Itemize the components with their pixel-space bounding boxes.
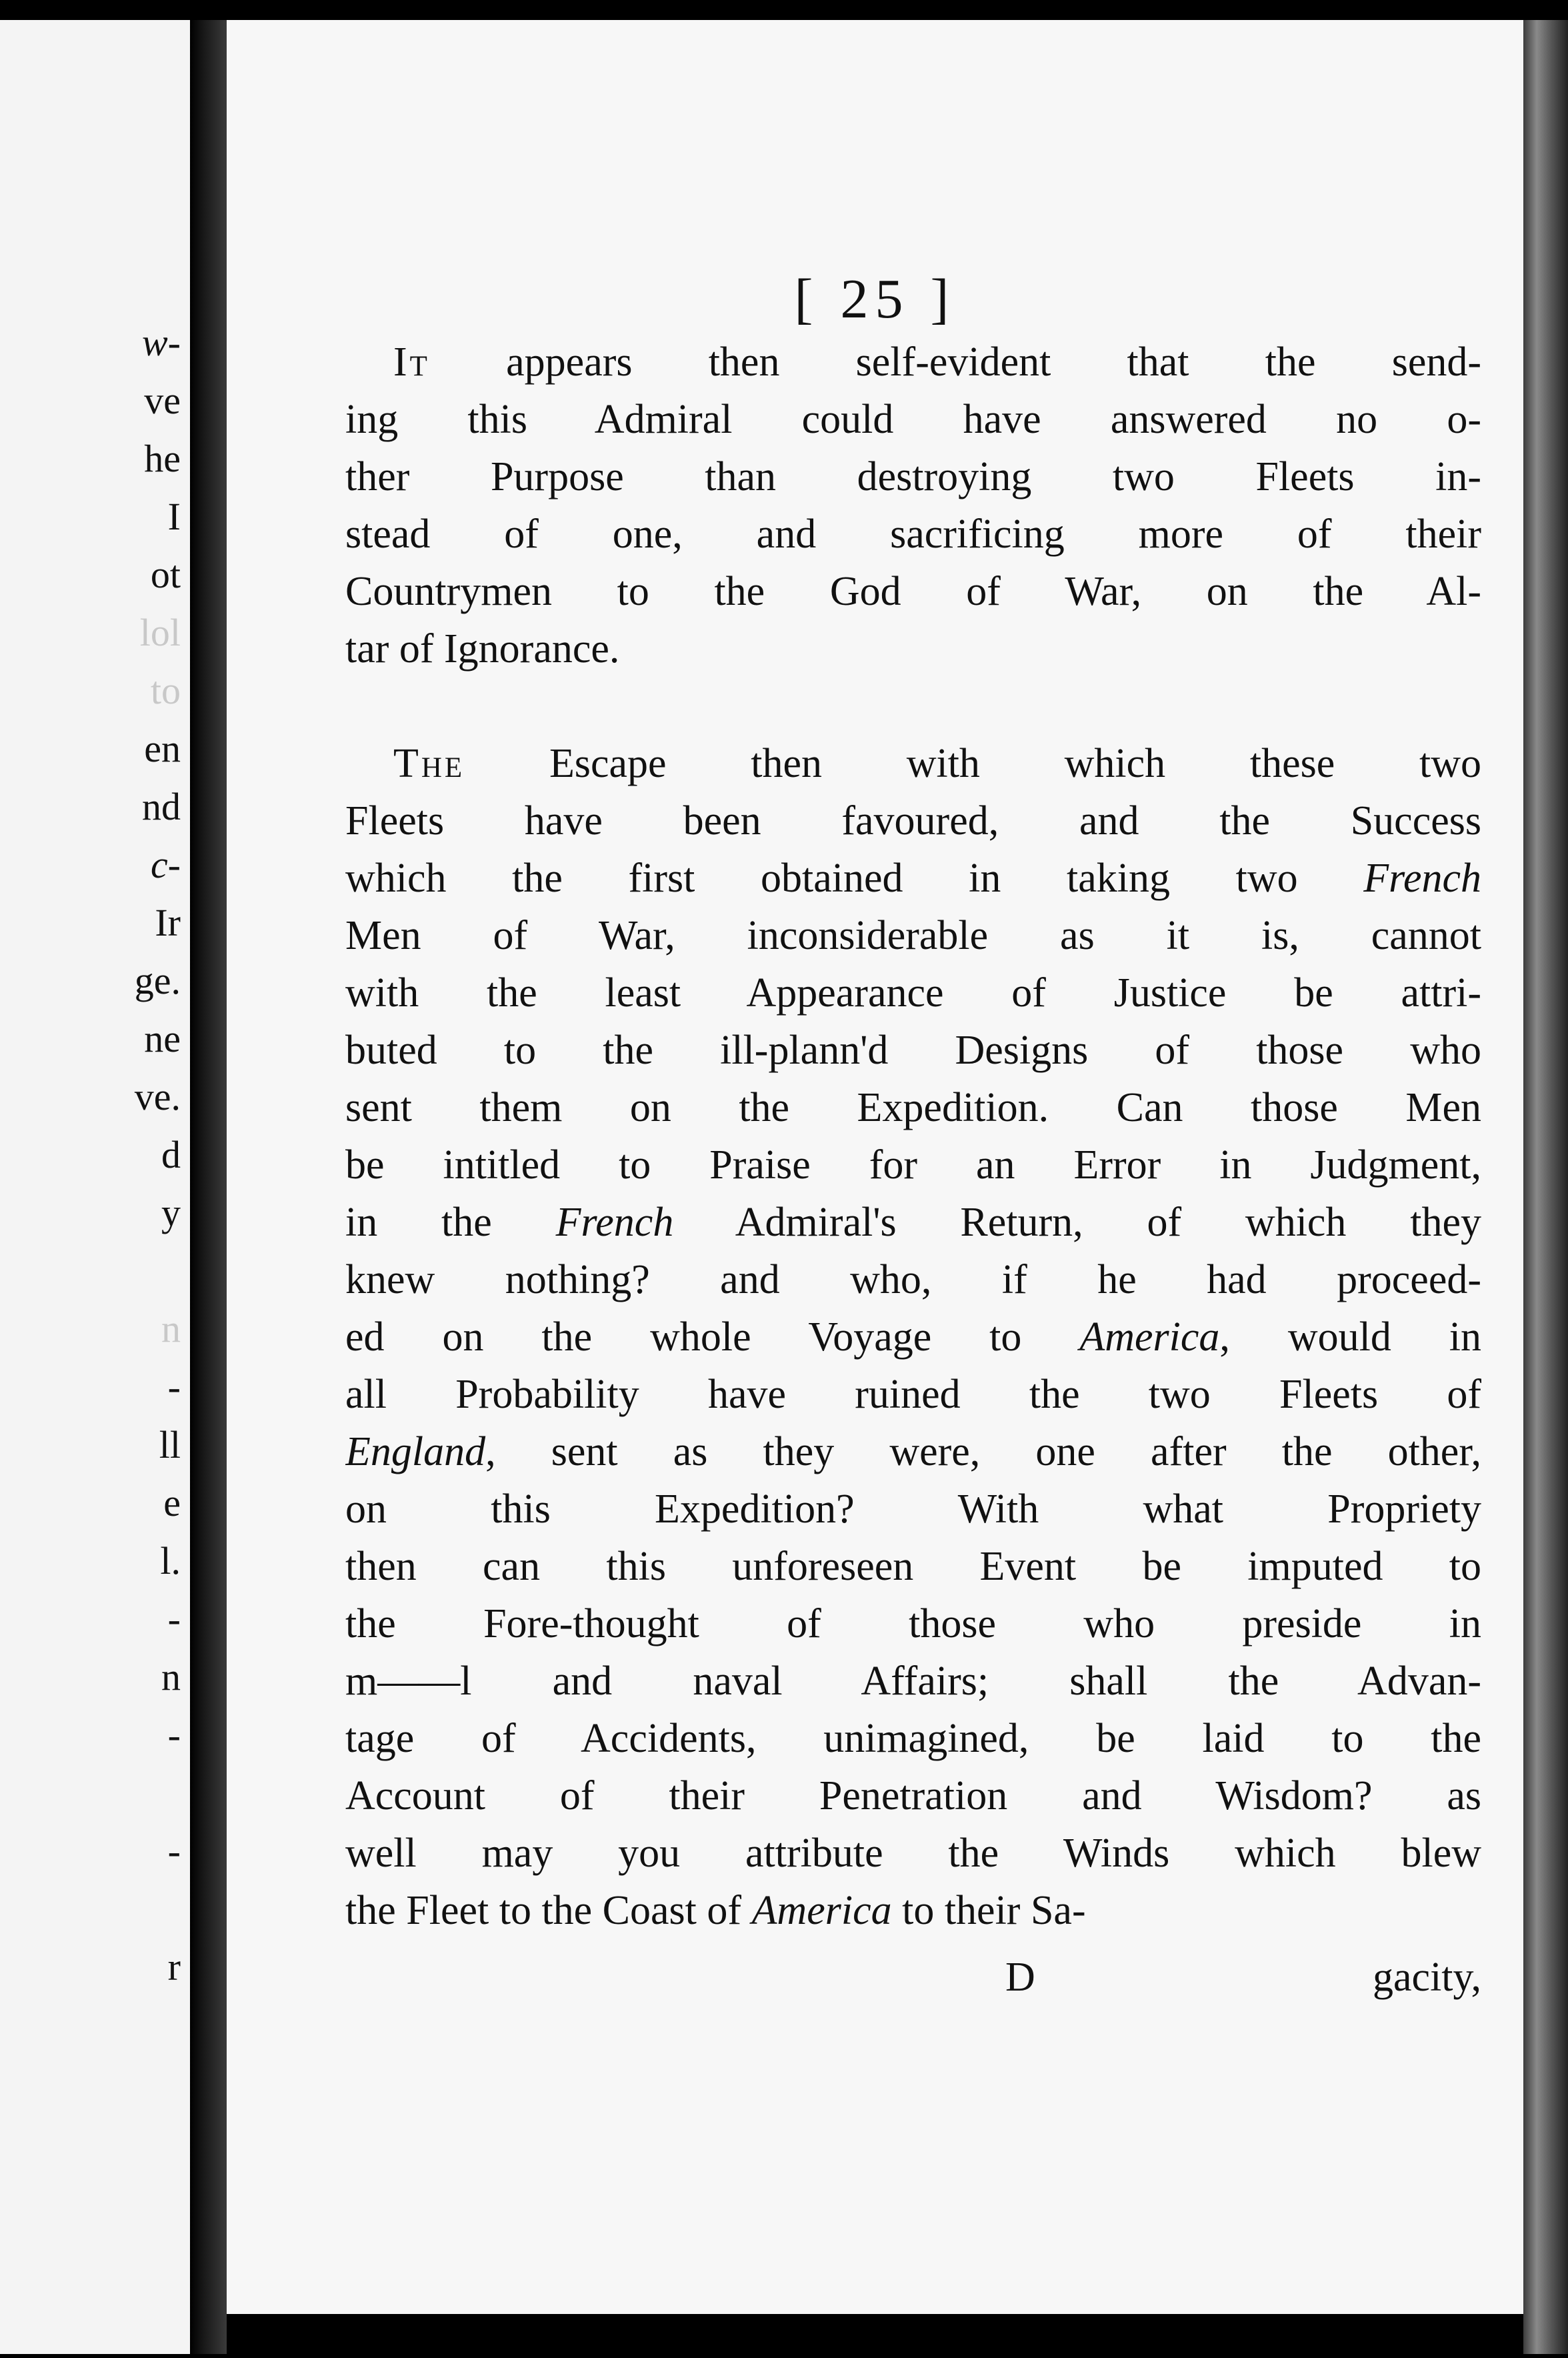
previous-page-fragment — [0, 1764, 190, 1822]
previous-page-fragment: - — [167, 1365, 181, 1408]
text-line-content: m——l and naval Affairs; shall the Advan- — [345, 1658, 1481, 1704]
previous-page-fragment: n — [161, 1655, 181, 1698]
text-line-content: on this Expedition? With what Propriety — [345, 1486, 1481, 1532]
previous-page-fragment: ve. — [134, 1075, 181, 1118]
text-line — [345, 620, 1481, 678]
text-line — [345, 907, 1481, 964]
book-gutter — [190, 20, 227, 2354]
previous-page-fragment: n — [161, 1307, 181, 1350]
text-line-content: stead of one, and sacrificing more of their — [345, 511, 1481, 557]
text-line-content: ing this Admiral could have answered no o- — [345, 397, 1481, 442]
previous-page-fragment: I — [167, 495, 181, 538]
text-line — [345, 1022, 1481, 1079]
text-line — [345, 505, 1481, 563]
previous-page-fragment: ll — [159, 1423, 181, 1466]
text-line — [345, 964, 1481, 1022]
previous-page-fragment: ot — [150, 553, 181, 596]
text-line-content: with the least Appearance of Justice be attri- — [345, 970, 1481, 1016]
previous-page-fragment: w- — [142, 321, 181, 364]
previous-page-fragment: Ir — [155, 901, 181, 944]
text-line-content: the Fore-thought of those who preside in — [345, 1601, 1481, 1646]
page-footer — [345, 1949, 1481, 2006]
previous-page-fragment: - — [167, 1713, 181, 1756]
previous-page-fragment: lol — [139, 611, 181, 654]
previous-page-fragment: d — [161, 1133, 181, 1176]
previous-page-edge — [0, 20, 190, 2354]
text-line-content: knew nothing? and who, if he had proceed- — [345, 1257, 1481, 1302]
text-line-content: then can this unforeseen Event be imputed to — [345, 1544, 1481, 1589]
text-line — [345, 1538, 1481, 1595]
text-line — [345, 1194, 1481, 1251]
text-line-content: Countrymen to the God of War, on the Al- — [345, 569, 1481, 614]
catchword: gacity, — [1373, 1955, 1481, 2000]
text-line-content: which the first obtained in taking two French — [345, 856, 1481, 901]
paragraph-lead-word: The — [393, 741, 465, 786]
signature-mark: D — [1005, 1955, 1035, 2000]
text-line-content: ed on the whole Voyage to America, would in — [345, 1314, 1481, 1360]
text-line — [345, 563, 1481, 620]
text-line-content: Escape then with which these two — [549, 741, 1481, 786]
previous-page-fragment: - — [167, 1829, 181, 1873]
paragraph — [345, 735, 1481, 1939]
text-line — [345, 1308, 1481, 1366]
text-line — [345, 1251, 1481, 1308]
text-line — [345, 1366, 1481, 1423]
text-line-content: Account of their Penetration and Wisdom? as — [345, 1773, 1481, 1819]
text-line-content: the Fleet to the Coast of America to their Sa- — [345, 1888, 1086, 1933]
previous-page-fragment: ne — [144, 1017, 181, 1060]
paragraph — [345, 333, 1481, 678]
previous-page-fragment — [0, 1880, 190, 1938]
text-line-content: Men of War, inconsiderable as it is, cannot — [345, 913, 1481, 958]
text-line — [345, 735, 1481, 792]
text-line-content: all Probability have ruined the two Fleets of — [345, 1372, 1481, 1417]
page-number: [ 25 ] — [794, 268, 956, 330]
text-line-content: well may you attribute the Winds which blew — [345, 1831, 1481, 1876]
previous-page-fragment: he — [144, 437, 181, 480]
text-line-content: tar of Ignorance. — [345, 626, 620, 672]
text-line — [345, 1710, 1481, 1767]
text-line-content: sent them on the Expedition. Can those Men — [345, 1085, 1481, 1130]
text-line-content: England, sent as they were, one after the other, — [345, 1429, 1481, 1474]
previous-page-fragment: to — [150, 669, 181, 712]
previous-page-fragment: r — [167, 1945, 181, 1989]
previous-page-fragment: ge. — [134, 959, 181, 1002]
text-line — [345, 1595, 1481, 1652]
text-line — [345, 1767, 1481, 1825]
text-line-content: in the French Admiral's Return, of which they — [345, 1200, 1481, 1245]
text-line — [345, 448, 1481, 505]
previous-page-fragment: - — [167, 1597, 181, 1640]
text-line — [345, 1480, 1481, 1538]
text-line — [345, 391, 1481, 448]
text-line-content: appears then self-evident that the send- — [506, 339, 1481, 385]
page — [227, 20, 1523, 2314]
text-line — [345, 1652, 1481, 1710]
text-line — [345, 1825, 1481, 1882]
text-line — [345, 1882, 1481, 1939]
text-line — [345, 1079, 1481, 1136]
text-line — [345, 1136, 1481, 1194]
previous-page-fragment: e — [163, 1481, 181, 1524]
previous-page-fragment: c- — [150, 843, 181, 886]
text-line — [345, 1423, 1481, 1480]
previous-page-fragment: nd — [142, 785, 181, 828]
paragraph-lead-word: It — [393, 339, 430, 385]
previous-page-fragment: ve — [144, 379, 181, 422]
text-line-content: be intitled to Praise for an Error in Judgment, — [345, 1142, 1481, 1188]
text-line — [345, 850, 1481, 907]
previous-page-text-fragments — [0, 313, 190, 1996]
page-body — [345, 333, 1481, 1939]
previous-page-fragment: en — [144, 727, 181, 770]
page-fore-edge — [1523, 20, 1568, 2354]
text-line — [345, 792, 1481, 850]
text-line-content: tage of Accidents, unimagined, be laid to the — [345, 1716, 1481, 1761]
page-bottom-edge — [227, 2314, 1523, 2358]
text-line — [345, 333, 1481, 391]
previous-page-fragment: y — [161, 1191, 181, 1234]
previous-page-fragment — [0, 1242, 190, 1300]
text-line-content: Fleets have been favoured, and the Success — [345, 798, 1481, 844]
previous-page-fragment: l. — [160, 1539, 181, 1582]
text-line-content: ther Purpose than destroying two Fleets in- — [345, 454, 1481, 499]
text-line-content: buted to the ill-plann'd Designs of those who — [345, 1028, 1481, 1073]
